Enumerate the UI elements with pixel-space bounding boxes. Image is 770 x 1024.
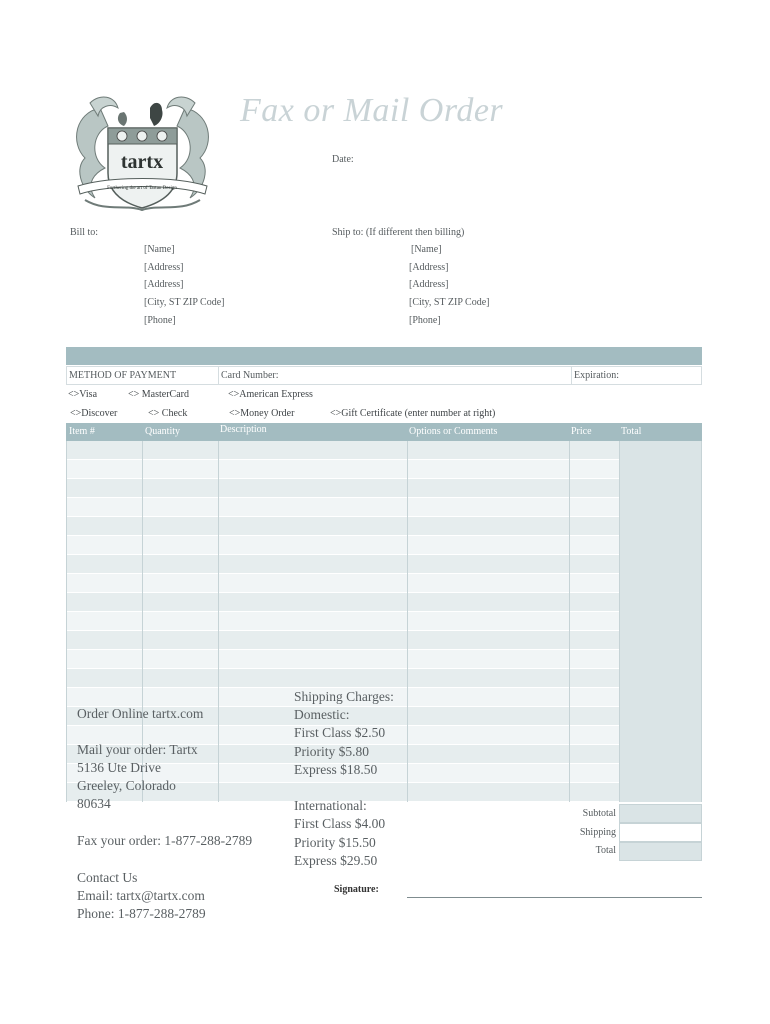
- ship-address-2[interactable]: [Address]: [409, 279, 449, 290]
- table-row[interactable]: [66, 612, 702, 631]
- bill-to-label: Bill to:: [70, 227, 99, 238]
- col-description: Description: [220, 424, 267, 435]
- mail-order-line-2: 5136 Ute Drive: [77, 760, 161, 775]
- ship-to-label: Ship to: (If different then billing): [332, 227, 465, 238]
- shipping-charges-title: Shipping Charges:: [294, 689, 394, 704]
- total-label: Total: [595, 845, 616, 856]
- grid-line: [66, 441, 67, 802]
- table-row[interactable]: [66, 631, 702, 650]
- payment-band: [66, 347, 702, 365]
- table-row[interactable]: [66, 536, 702, 555]
- mail-order-line-3: Greeley, Colorado: [77, 778, 176, 793]
- shipping-label: Shipping: [579, 827, 616, 838]
- option-gift-certificate[interactable]: <>Gift Certificate (enter number at right): [330, 408, 496, 419]
- ship-city[interactable]: [City, ST ZIP Code]: [409, 297, 490, 308]
- domestic-first-class: First Class $2.50: [294, 725, 386, 740]
- table-row[interactable]: [66, 593, 702, 612]
- table-row[interactable]: [66, 555, 702, 574]
- international-express: Express $29.50: [294, 853, 378, 868]
- mail-order-line-4: 80634: [77, 796, 111, 811]
- grid-line: [569, 441, 570, 802]
- option-discover[interactable]: <>Discover: [70, 408, 118, 419]
- option-amex[interactable]: <>American Express: [228, 389, 313, 400]
- option-check[interactable]: <> Check: [148, 408, 188, 419]
- subtotal-label: Subtotal: [582, 808, 616, 819]
- table-row[interactable]: [66, 479, 702, 498]
- mail-order-line-1: Mail your order: Tartx: [77, 742, 198, 757]
- date-label: Date:: [332, 154, 354, 165]
- col-item: Item #: [69, 426, 95, 437]
- col-options: Options or Comments: [409, 426, 498, 437]
- table-row[interactable]: [66, 650, 702, 669]
- order-online-text: Order Online tartx.com: [77, 706, 204, 721]
- contact-email: Email: tartx@tartx.com: [77, 888, 205, 903]
- ship-address-1[interactable]: [Address]: [409, 262, 449, 273]
- total-column: [619, 441, 702, 802]
- international-label: International:: [294, 798, 367, 813]
- col-price: Price: [571, 426, 592, 437]
- contact-phone: Phone: 1-877-288-2789: [77, 906, 206, 921]
- payment-row: [66, 366, 702, 385]
- option-mastercard[interactable]: <> MasterCard: [128, 389, 189, 400]
- domestic-express: Express $18.50: [294, 762, 378, 777]
- table-row[interactable]: [66, 517, 702, 536]
- order-table-header: [66, 423, 702, 441]
- option-money-order[interactable]: <>Money Order: [229, 408, 295, 419]
- grid-line: [218, 441, 219, 802]
- expiration-field[interactable]: Expiration:: [574, 370, 619, 381]
- svg-text:Furthering the art of Tartan D: Furthering the art of Tartan Design: [107, 186, 177, 191]
- col-quantity: Quantity: [145, 426, 180, 437]
- international-priority: Priority $15.50: [294, 835, 376, 850]
- card-number-field[interactable]: Card Number:: [219, 367, 572, 384]
- option-visa[interactable]: <>Visa: [68, 389, 98, 400]
- table-row[interactable]: [66, 574, 702, 593]
- total-field[interactable]: [619, 842, 702, 861]
- ship-name[interactable]: [Name]: [411, 244, 442, 255]
- bill-phone[interactable]: [Phone]: [144, 315, 176, 326]
- tartx-logo: [70, 88, 215, 218]
- signature-label: Signature:: [334, 884, 379, 895]
- table-row[interactable]: [66, 441, 702, 460]
- international-first-class: First Class $4.00: [294, 816, 386, 831]
- domestic-priority: Priority $5.80: [294, 744, 370, 759]
- shipping-field[interactable]: [619, 823, 702, 842]
- svg-text:tartx: tartx: [120, 151, 164, 173]
- bill-address-2[interactable]: [Address]: [144, 279, 184, 290]
- grid-line: [407, 441, 408, 802]
- signature-line[interactable]: [407, 897, 702, 898]
- ship-phone[interactable]: [Phone]: [409, 315, 441, 326]
- table-row[interactable]: [66, 498, 702, 517]
- domestic-label: Domestic:: [294, 707, 350, 722]
- col-total: Total: [621, 426, 642, 437]
- contact-us-title: Contact Us: [77, 870, 138, 885]
- bill-address-1[interactable]: [Address]: [144, 262, 184, 273]
- page-title: Fax or Mail Order: [240, 92, 504, 129]
- fax-order-text: Fax your order: 1-877-288-2789: [77, 833, 253, 848]
- method-of-payment-label: METHOD OF PAYMENT: [67, 367, 219, 384]
- table-row[interactable]: [66, 460, 702, 479]
- bill-city[interactable]: [City, ST ZIP Code]: [144, 297, 225, 308]
- bill-name[interactable]: [Name]: [144, 244, 175, 255]
- table-row[interactable]: [66, 669, 702, 688]
- subtotal-field[interactable]: [619, 804, 702, 823]
